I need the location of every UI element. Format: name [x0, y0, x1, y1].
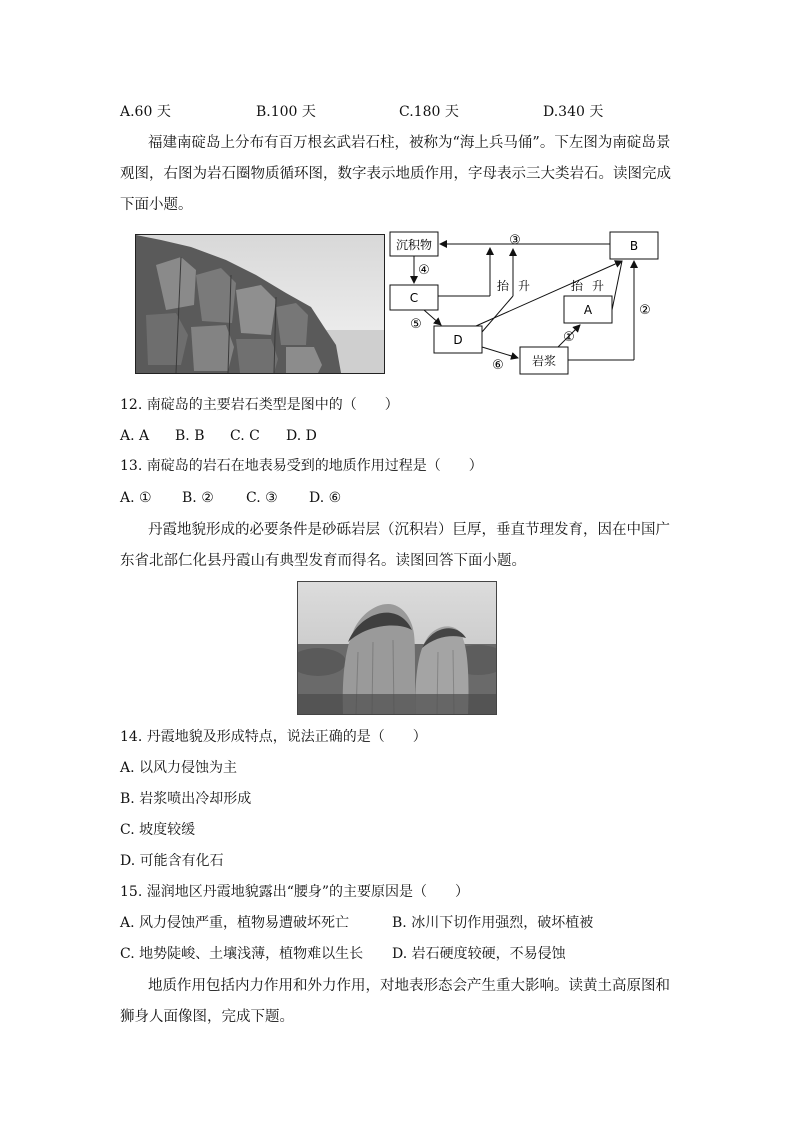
q13-option-b[interactable]: B. ②: [182, 490, 214, 506]
q14-option-a[interactable]: A. 以风力侵蚀为主: [120, 760, 238, 776]
q12-option-b[interactable]: B. B: [175, 428, 205, 444]
magma-label: 岩浆: [531, 354, 557, 368]
q12-option-d[interactable]: D. D: [286, 428, 317, 444]
rock-cycle-diagram: [386, 228, 668, 380]
uplift-label-2-char2: 升: [591, 279, 605, 293]
uplift-label-2-char1: 抬: [570, 279, 584, 293]
loess-intro: 地质作用包括内力作用和外力作用，对地表形态会产生重大影响。读黄土高原图和狮身人面像图，完成下题。: [120, 978, 670, 1025]
basalt-columns-photo: [135, 234, 385, 374]
b-label: B: [629, 239, 639, 253]
label-5: ⑤: [410, 317, 422, 332]
q13-option-d[interactable]: D. ⑥: [309, 490, 342, 506]
label-6: ⑥: [492, 358, 504, 373]
q14-stem: 14. 丹霞地貌及形成特点，说法正确的是（ ）: [120, 729, 427, 745]
q15-option-d[interactable]: D. 岩石硬度较硬，不易侵蚀: [392, 946, 566, 962]
q12-option-c[interactable]: C. C: [230, 428, 260, 444]
uplift-label-1-char2: 升: [517, 279, 531, 293]
c-label: C: [409, 291, 419, 305]
q12-stem: 12. 南碇岛的主要岩石类型是图中的（ ）: [120, 397, 399, 413]
q13-stem: 13. 南碇岛的岩石在地表易受到的地质作用过程是（ ）: [120, 458, 483, 474]
nantuo-intro: 福建南碇岛上分布有百万根玄武岩石柱，被称为“海上兵马俑”。下左图为南碇岛景观图，右图为岩石圈物质循环图，数字表示地质作用，字母表示三大类岩石。读图完成下面小题。: [120, 135, 671, 213]
uplift-label-1-char1: 抬: [496, 279, 510, 293]
a-label: A: [583, 303, 593, 317]
label-4: ④: [418, 263, 430, 278]
q14-option-b[interactable]: B. 岩浆喷出冷却形成: [120, 791, 252, 807]
q13-option-a[interactable]: A. ①: [120, 490, 152, 506]
q11-option-a[interactable]: A.60 天: [120, 104, 171, 120]
danxia-intro: 丹霞地貌形成的必要条件是砂砾岩层（沉积岩）巨厚，垂直节理发育，因在中国广东省北部仁化县丹霞山有典型发育而得名。读图回答下面小题。: [120, 522, 670, 569]
q13-option-c[interactable]: C. ③: [246, 490, 278, 506]
q11-option-b[interactable]: B.100 天: [256, 104, 316, 120]
d-label: D: [453, 333, 463, 347]
q15-option-b[interactable]: B. 冰川下切作用强烈，破坏植被: [392, 915, 594, 931]
danxia-landform-photo: [297, 581, 497, 715]
q12-option-a[interactable]: A. A: [120, 428, 150, 444]
q11-option-c[interactable]: C.180 天: [399, 104, 459, 120]
q15-stem: 15. 湿润地区丹霞地貌露出“腰身”的主要原因是（ ）: [120, 884, 470, 900]
sediment-label: 沉积物: [395, 238, 433, 252]
label-1: ①: [563, 330, 575, 345]
label-3: ③: [509, 233, 521, 248]
q14-option-c[interactable]: C. 坡度较缓: [120, 822, 196, 838]
q14-option-d[interactable]: D. 可能含有化石: [120, 853, 224, 869]
q15-option-a[interactable]: A. 风力侵蚀严重，植物易遭破坏死亡: [120, 915, 350, 931]
label-2: ②: [639, 303, 651, 318]
q15-option-c[interactable]: C. 地势陡峻、土壤浅薄，植物难以生长: [120, 946, 364, 962]
q11-option-d[interactable]: D.340 天: [543, 104, 604, 120]
